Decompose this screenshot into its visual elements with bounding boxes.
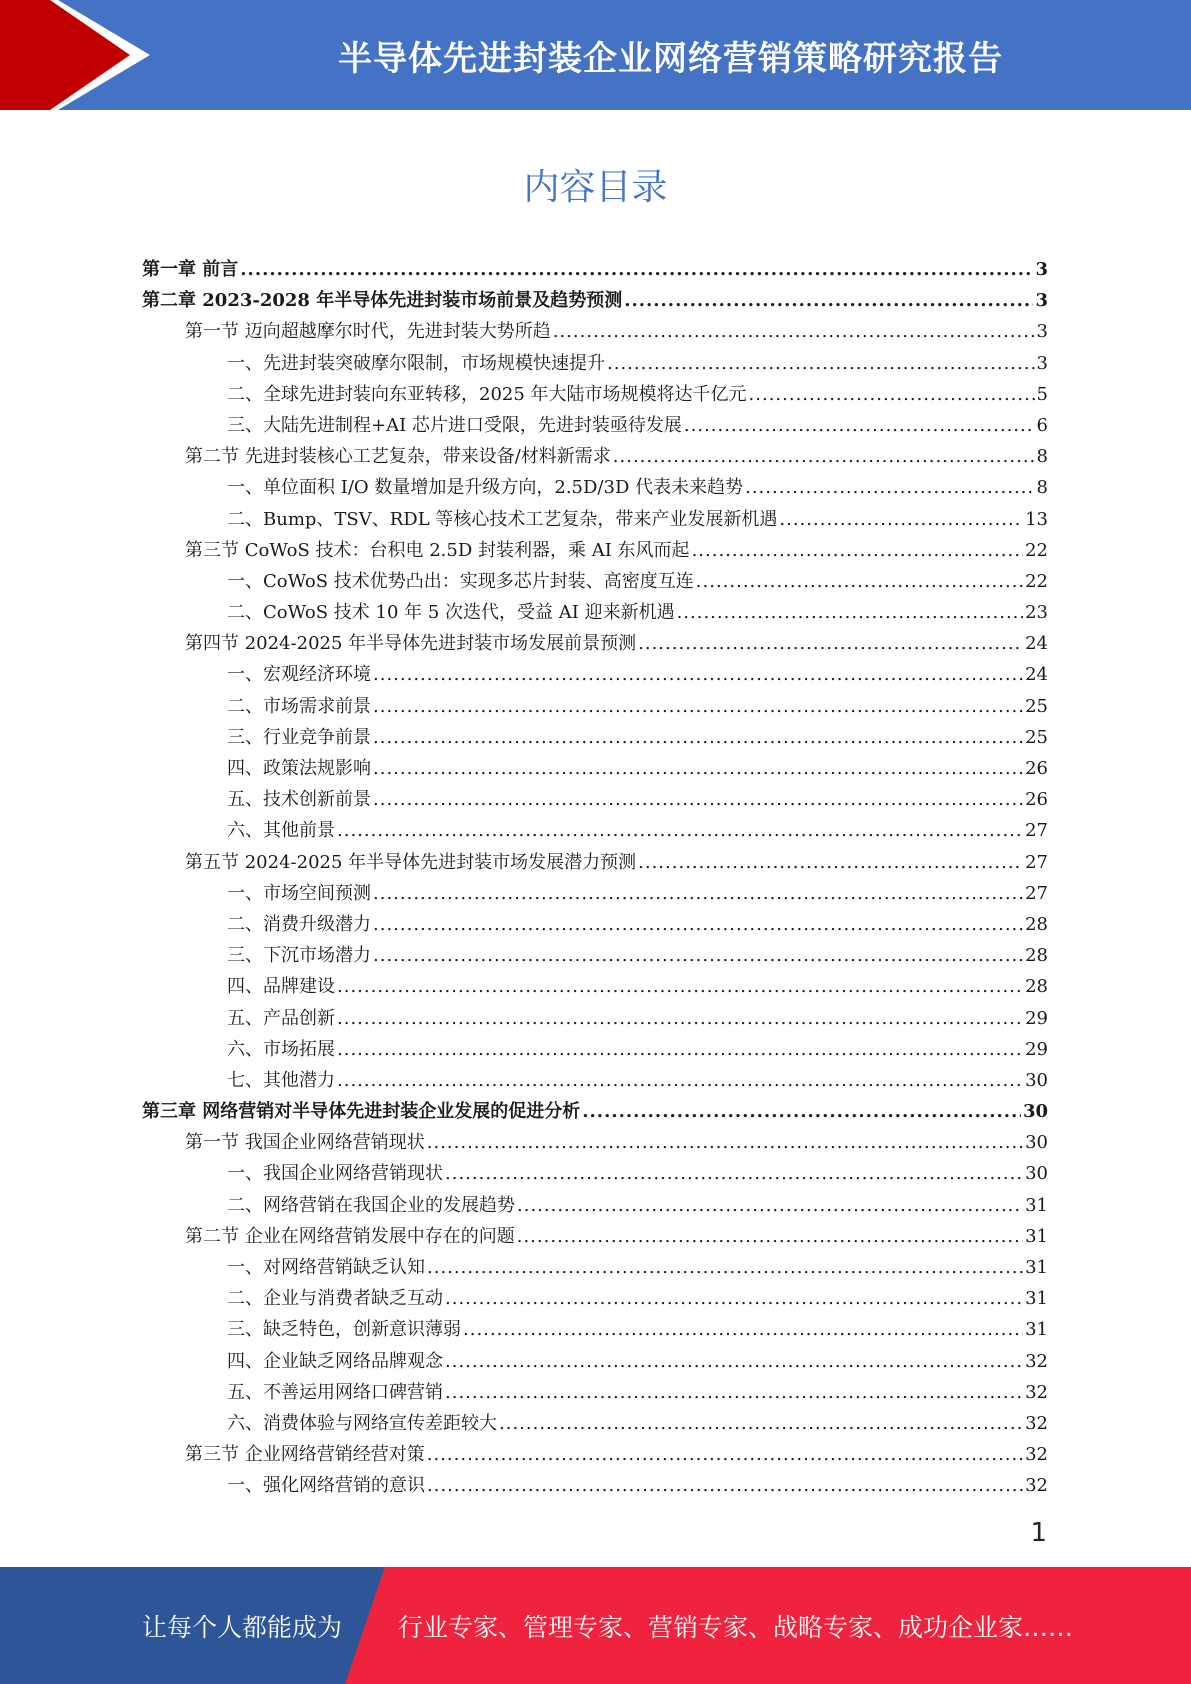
toc-entry-page: 8 [1036, 446, 1048, 468]
toc-leader-dots [373, 878, 1023, 909]
toc-entry-page: 28 [1025, 945, 1048, 967]
toc-leader-dots [745, 472, 1034, 503]
toc-entry-title: 第三节 CoWoS 技术：台积电 2.5D 封装利器，乘 AI 东风而起 [185, 539, 690, 561]
toc-entry-title: 一、CoWoS 技术优势凸出：实现多芯片封装、高密度互连 [227, 570, 694, 592]
toc-entry[interactable] [142, 1003, 1048, 1034]
toc-entry-page: 31 [1025, 1288, 1048, 1310]
toc-entry-page: 32 [1025, 1381, 1048, 1403]
toc-leader-dots [582, 1096, 1021, 1127]
toc-entry-page: 26 [1025, 758, 1048, 779]
toc-leader-dots [445, 1377, 1023, 1408]
toc-entry-page: 8 [1036, 477, 1048, 499]
toc-entry-title: 七、其他潜力 [227, 1069, 335, 1091]
toc-entry-title: 一、对网络营销缺乏认知 [227, 1257, 425, 1278]
toc-entry-title: 四、政策法规影响 [227, 758, 371, 779]
toc-entry[interactable] [142, 1127, 1048, 1158]
toc-entry-page: 3 [1035, 259, 1048, 280]
toc-entry-title: 第三章 网络营销对半导体先进封装企业发展的促进分析 [142, 1101, 581, 1123]
toc-entry[interactable] [142, 1439, 1048, 1470]
toc-entry-page: 23 [1025, 602, 1048, 624]
toc-leader-dots [427, 1127, 1023, 1158]
toc-entry[interactable] [142, 815, 1048, 846]
toc-leader-dots [337, 1003, 1023, 1034]
toc-entry-title: 一、宏观经济环境 [227, 664, 371, 686]
toc-entry-page: 30 [1022, 1101, 1048, 1123]
toc-leader-dots [638, 847, 1023, 878]
toc-entry[interactable] [142, 1221, 1048, 1252]
toc-entry[interactable] [142, 659, 1048, 690]
toc-leader-dots [337, 1065, 1023, 1096]
toc-leader-dots [517, 1190, 1023, 1221]
toc-leader-dots [337, 815, 1023, 846]
toc-entry-title: 二、Bump、TSV、RDL 等核心技术工艺复杂，带来产业发展新机遇 [227, 508, 778, 530]
toc-leader-dots [517, 1221, 1023, 1252]
toc-entry-page: 29 [1025, 1007, 1048, 1029]
toc-entry-page: 22 [1025, 539, 1048, 561]
toc-leader-dots [373, 691, 1023, 722]
toc-entry-title: 一、我国企业网络营销现状 [227, 1163, 443, 1185]
toc-leader-dots [684, 410, 1035, 441]
toc-entry-title: 六、市场拓展 [227, 1038, 335, 1060]
toc-leader-dots [373, 784, 1023, 815]
toc-entry-page: 13 [1025, 508, 1048, 530]
toc-leader-dots [749, 379, 1035, 410]
toc-entry[interactable] [142, 847, 1048, 878]
toc-entry[interactable] [142, 753, 1048, 784]
toc-entry-page: 5 [1036, 383, 1048, 405]
toc-entry-page: 25 [1025, 695, 1048, 717]
toc-entry[interactable] [142, 1408, 1048, 1439]
toc-entry-title: 五、产品创新 [227, 1007, 335, 1029]
toc-entry-title: 四、企业缺乏网络品牌观念 [227, 1350, 443, 1372]
toc-entry[interactable] [142, 1096, 1048, 1127]
toc-entry-title: 二、全球先进封装向东亚转移，2025 年大陆市场规模将达千亿元 [227, 383, 747, 405]
chevron-arrow-icon [0, 0, 160, 110]
toc-entry-title: 第一章 前言 [142, 259, 239, 280]
toc-entry[interactable] [142, 1314, 1048, 1345]
toc-entry-title: 一、市场空间预测 [227, 882, 371, 904]
report-title: 半导体先进封装企业网络营销策略研究报告 [338, 38, 1003, 79]
toc-leader-dots [445, 1283, 1023, 1314]
toc-entry-page: 6 [1036, 414, 1048, 436]
toc-leader-dots [427, 1439, 1023, 1470]
toc-leader-dots [779, 504, 1023, 535]
toc-entry[interactable] [142, 940, 1048, 971]
toc-leader-dots [337, 971, 1023, 1002]
toc-entry-page: 32 [1025, 1350, 1048, 1372]
toc-leader-dots [613, 441, 1035, 472]
toc-entry[interactable] [142, 1283, 1048, 1314]
toc-entry-title: 第五节 2024-2025 年半导体先进封装市场发展潜力预测 [185, 851, 637, 873]
toc-entry[interactable] [142, 628, 1048, 659]
toc-leader-dots [463, 1314, 1023, 1345]
toc-leader-dots [240, 254, 1033, 285]
toc-entry-title: 三、缺乏特色，创新意识薄弱 [227, 1319, 461, 1341]
toc-leader-dots [445, 1346, 1023, 1377]
toc-entry[interactable] [142, 379, 1048, 410]
toc-entry-page: 3 [1035, 290, 1048, 312]
toc-entry-title: 一、强化网络营销的意识 [227, 1475, 425, 1497]
toc-entry-title: 四、品牌建设 [227, 976, 335, 998]
toc-leader-dots [624, 285, 1033, 316]
toc-leader-dots [373, 940, 1023, 971]
page-number: 1 [1030, 1518, 1047, 1548]
toc-leader-dots [692, 535, 1024, 566]
toc-entry-title: 第二章 2023-2028 年半导体先进封装市场前景及趋势预测 [142, 290, 623, 312]
toc-leader-dots [427, 1252, 1023, 1283]
toc-entry-page: 31 [1025, 1194, 1048, 1216]
toc-entry-page: 28 [1025, 913, 1048, 935]
toc-leader-dots [373, 753, 1023, 784]
toc-entry-title: 第一节 我国企业网络营销现状 [185, 1132, 425, 1154]
toc-entry[interactable] [142, 909, 1048, 940]
toc-entry-page: 31 [1025, 1225, 1048, 1247]
toc-entry-title: 第四节 2024-2025 年半导体先进封装市场发展前景预测 [185, 633, 637, 655]
toc-entry-title: 二、市场需求前景 [227, 695, 371, 717]
toc-entry-page: 24 [1025, 664, 1048, 686]
toc-entry[interactable] [142, 316, 1048, 347]
toc-entry[interactable] [142, 878, 1048, 909]
toc-entry-page: 22 [1025, 570, 1048, 592]
toc-entry[interactable] [142, 1065, 1048, 1096]
toc-entry-title: 二、CoWoS 技术 10 年 5 次迭代，受益 AI 迎来新机遇 [227, 602, 675, 624]
toc-entry[interactable] [142, 410, 1048, 441]
toc-entry[interactable] [142, 1158, 1048, 1189]
toc-entry-page: 26 [1025, 789, 1048, 811]
toc-entry-page: 32 [1025, 1444, 1048, 1466]
toc-entry-title: 五、技术创新前景 [227, 789, 371, 811]
toc-leader-dots [427, 1470, 1023, 1501]
toc-entry[interactable] [142, 566, 1048, 597]
table-of-contents [142, 254, 1048, 1502]
toc-entry[interactable] [142, 504, 1048, 535]
toc-entry[interactable] [142, 971, 1048, 1002]
toc-entry[interactable] [142, 441, 1048, 472]
toc-entry-page: 30 [1025, 1069, 1048, 1091]
toc-leader-dots [638, 628, 1023, 659]
toc-entry-page: 25 [1025, 726, 1048, 748]
toc-entry[interactable] [142, 1346, 1048, 1377]
toc-entry[interactable] [142, 285, 1048, 316]
toc-entry-title: 三、行业竞争前景 [227, 726, 371, 748]
toc-entry-title: 第二节 企业在网络营销发展中存在的问题 [185, 1225, 515, 1247]
toc-entry[interactable] [142, 254, 1048, 285]
toc-entry-title: 第一节 迈向超越摩尔时代，先进封装大势所趋 [185, 321, 551, 343]
toc-entry-page: 27 [1025, 820, 1048, 842]
toc-entry[interactable] [142, 1252, 1048, 1283]
toc-leader-dots [373, 722, 1023, 753]
toc-leader-dots [677, 597, 1024, 628]
toc-leader-dots [445, 1158, 1023, 1189]
toc-entry-page: 32 [1025, 1412, 1048, 1434]
header-band [0, 0, 1191, 110]
toc-leader-dots [373, 909, 1023, 940]
toc-entry-page: 3 [1036, 352, 1048, 374]
footer-band [0, 1567, 1191, 1684]
toc-entry[interactable] [142, 472, 1048, 503]
toc-entry-title: 一、单位面积 I/O 数量增加是升级方向，2.5D/3D 代表未来趋势 [227, 477, 744, 499]
toc-heading: 内容目录 [523, 167, 668, 208]
toc-entry[interactable] [142, 784, 1048, 815]
toc-entry-page: 31 [1025, 1319, 1048, 1341]
toc-entry-title: 二、企业与消费者缺乏互动 [227, 1288, 443, 1310]
toc-leader-dots [553, 316, 1035, 347]
toc-entry-page: 24 [1025, 633, 1048, 655]
toc-leader-dots [499, 1408, 1023, 1439]
toc-entry-page: 30 [1025, 1163, 1048, 1185]
toc-entry-title: 第三节 企业网络营销经营对策 [185, 1444, 425, 1466]
toc-entry[interactable] [142, 597, 1048, 628]
toc-entry[interactable] [142, 1190, 1048, 1221]
toc-entry[interactable] [142, 1377, 1048, 1408]
toc-entry-title: 一、先进封装突破摩尔限制，市场规模快速提升 [227, 352, 605, 374]
toc-entry-page: 3 [1036, 321, 1048, 343]
toc-entry-page: 30 [1025, 1132, 1048, 1154]
footer-slogan-right: 行业专家、管理专家、营销专家、战略专家、成功企业家…… [398, 1612, 1074, 1642]
toc-entry-title: 五、不善运用网络口碑营销 [227, 1381, 443, 1403]
toc-entry-title: 二、消费升级潜力 [227, 913, 371, 935]
toc-entry[interactable] [142, 348, 1048, 379]
toc-leader-dots [337, 1034, 1023, 1065]
toc-entry-title: 二、网络营销在我国企业的发展趋势 [227, 1194, 515, 1216]
toc-entry[interactable] [142, 1034, 1048, 1065]
toc-entry-page: 32 [1025, 1475, 1048, 1497]
toc-entry[interactable] [142, 535, 1048, 566]
toc-leader-dots [607, 348, 1035, 379]
toc-entry-title: 三、下沉市场潜力 [227, 945, 371, 967]
toc-entry[interactable] [142, 1470, 1048, 1501]
footer-slogan-left: 让每个人都能成为 [142, 1612, 343, 1642]
toc-entry-page: 27 [1025, 851, 1048, 873]
toc-entry-title: 六、消费体验与网络宣传差距较大 [227, 1412, 497, 1434]
toc-leader-dots [373, 659, 1023, 690]
toc-entry-title: 三、大陆先进制程+AI 芯片进口受限，先进封装亟待发展 [227, 414, 682, 436]
toc-entry-page: 28 [1025, 976, 1048, 998]
toc-entry-page: 27 [1025, 882, 1048, 904]
toc-entry-title: 第二节 先进封装核心工艺复杂，带来设备/材料新需求 [185, 446, 611, 468]
toc-entry-page: 29 [1025, 1038, 1048, 1060]
toc-entry[interactable] [142, 722, 1048, 753]
toc-leader-dots [696, 566, 1023, 597]
toc-entry[interactable] [142, 691, 1048, 722]
toc-entry-title: 六、其他前景 [227, 820, 335, 842]
toc-entry-page: 31 [1025, 1257, 1048, 1278]
